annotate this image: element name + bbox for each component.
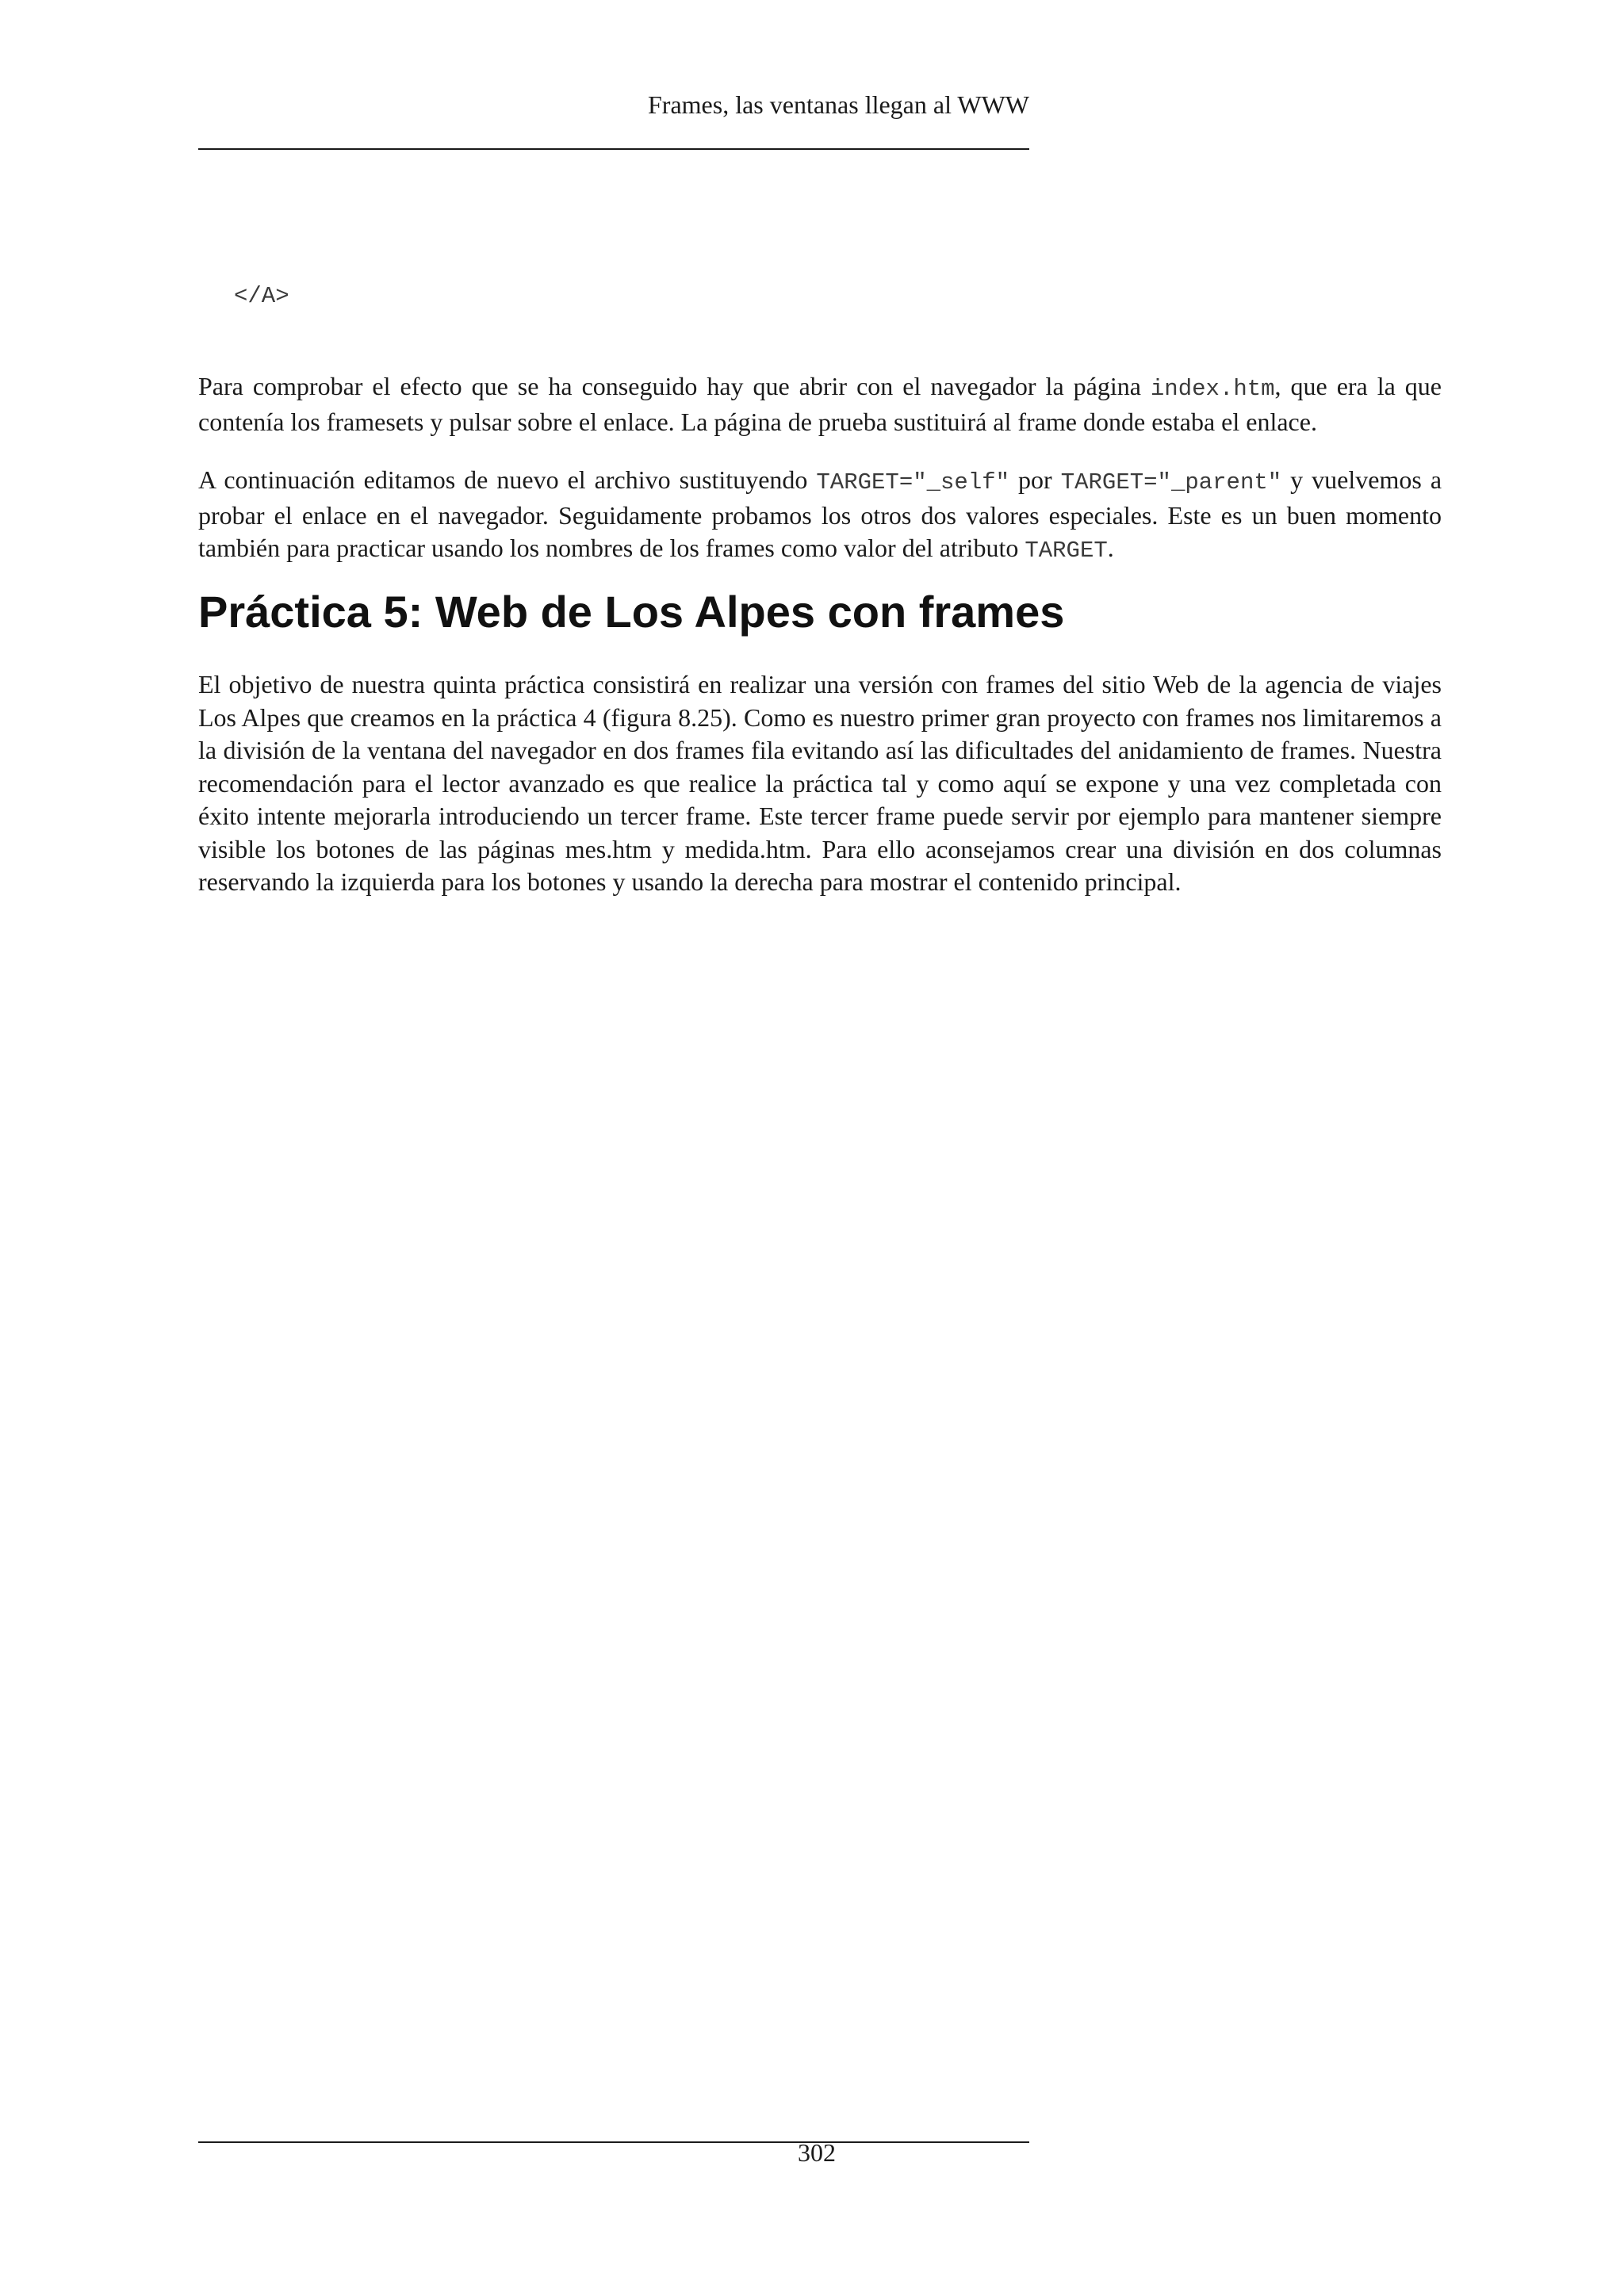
paragraph-text: y vuelvemos a probar el enlace en el navegador. Seguidamente probamos los otros dos valores especiales. Este es un buen momento también para practicar usando los nombres de los frames como valor del atributo	[198, 465, 1442, 562]
paragraph-text: A continuación editamos de nuevo el archivo sustituyendo	[198, 465, 817, 494]
paragraph-text: El objetivo de nuestra quinta práctica consistirá en realizar una versión con frames del sitio Web de la agencia de viajes Los Alpes que creamos en la práctica 4 (figura 8.25). Como es nuestro primer gran proyecto con frames nos limitaremos a la división de la ventana del navegador en dos frames fila evitando así las dificultades del anidamiento de frames. Nuestra recomendación para el lector avanzado es que realice la práctica tal y como aquí se expone y una vez completada con éxito intente mejorarla introduciendo un tercer frame. Este tercer frame puede servir por ejemplo para mantener siempre visible los botones de las páginas mes.htm y medida.htm. Para ello aconsejamos crear una división en dos columnas reservando la izquierda para los botones y usando la derecha para mostrar el contenido principal.	[198, 670, 1442, 896]
page-number: 302	[798, 2138, 836, 2167]
footer-rule	[198, 2141, 1029, 2143]
paragraph-text: Para comprobar el efecto que se ha conseguido hay que abrir con el navegador la página	[198, 372, 1151, 400]
section-heading: Práctica 5: Web de Los Alpes con frames	[198, 587, 1065, 637]
paragraph-text: , que era la que contenía los framesets y pulsar sobre el enlace. La página de prueba sustituirá al frame donde estaba el enlace.	[198, 372, 1442, 436]
inline-code: TARGET="_parent"	[1060, 469, 1282, 496]
running-header: Frames, las ventanas llegan al WWW	[647, 90, 1029, 119]
paragraph-text: por	[1009, 465, 1061, 494]
code-fragment: </A>	[234, 283, 289, 309]
inline-code: TARGET	[1025, 538, 1108, 564]
header-rule	[198, 148, 1029, 150]
inline-code: index.htm	[1150, 376, 1275, 402]
inline-code: TARGET="_self"	[816, 469, 1010, 496]
paragraph-3	[198, 668, 1442, 899]
paragraph-2	[198, 464, 1442, 568]
paragraph-1	[198, 370, 1442, 438]
paragraph-text: .	[1107, 534, 1114, 562]
